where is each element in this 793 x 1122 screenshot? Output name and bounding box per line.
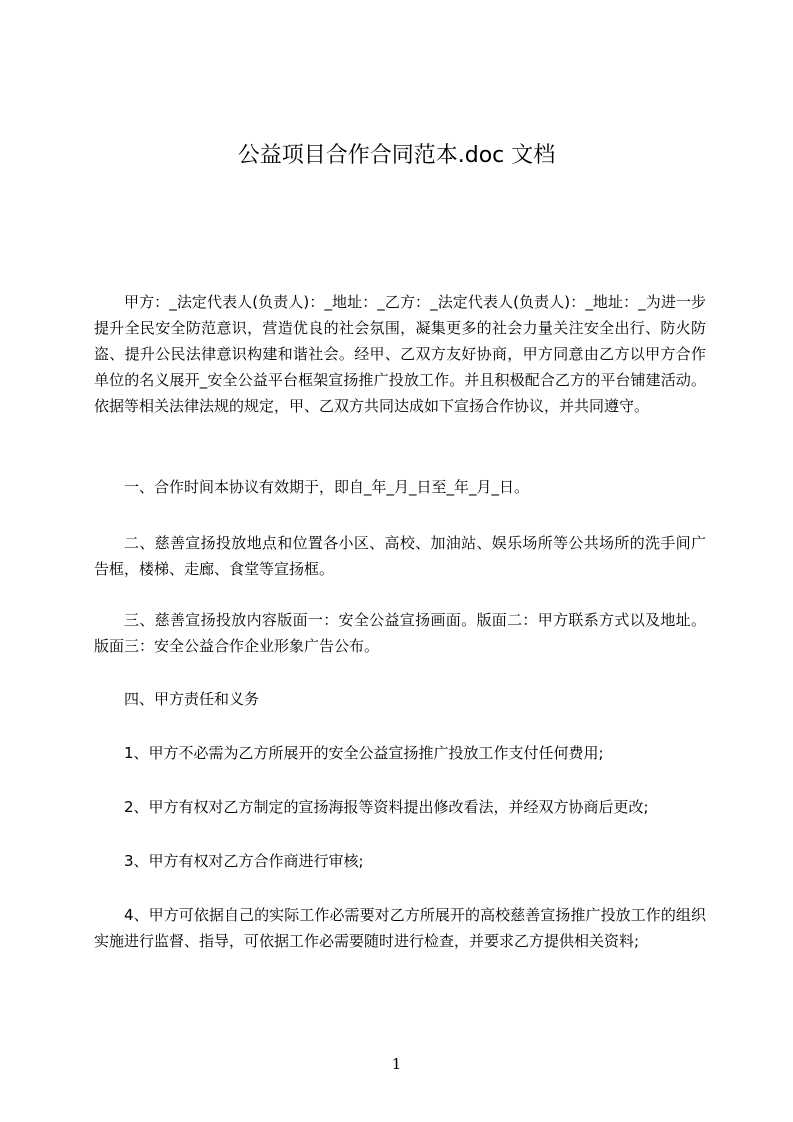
document-title: 公益项目合作合同范本.doc 文档 <box>237 143 556 168</box>
section-3-placement-content: 三、慈善宣扬投放内容版面一：安全公益宣扬画面。版面二：甲方联系方式以及地址。版面三：安全公益合作企业形象广告公布。 <box>94 611 706 655</box>
page-number: 1 <box>391 1055 402 1073</box>
intro-paragraph: 甲方：_法定代表人(负责人)：_地址：_乙方：_法定代表人(负责人)：_地址：_为进一步提升全民安全防范意识，营造优良的社会氛围，凝集更多的社会力量关注安全出行、防火防盗、提升公民法律意识构建和谐社会。经甲、乙双方友好协商，甲方同意由乙方以甲方合作单位的名义展开_安全公益平台框架宣扬推广投放工作。并且积极配合乙方的平台铺建活动。依据等相关法律法规的规定，甲、乙双方共同达成如下宣扬合作协议，并共同遵守。 <box>94 293 706 415</box>
section-1-cooperation-period: 一、合作时间本协议有效期于，即自_年_月_日至_年_月_日。 <box>124 478 530 496</box>
section-4-item-4: 4、甲方可依据自己的实际工作必需要对乙方所展开的高校慈善宣扬推广投放工作的组织实施进行监督、指导，可依据工作必需要随时进行检查，并要求乙方提供相关资料; <box>94 906 706 950</box>
section-4-item-2: 2、甲方有权对乙方制定的宣扬海报等资料提出修改看法，并经双方协商后更改; <box>124 798 649 816</box>
section-2-placement-locations: 二、慈善宣扬投放地点和位置各小区、高校、加油站、娱乐场所等公共场所的洗手间广告框，楼梯、走廊、食堂等宣扬框。 <box>94 534 706 578</box>
section-4-item-1: 1、甲方不必需为乙方所展开的安全公益宣扬推广投放工作支付任何费用; <box>124 744 604 762</box>
section-4-heading: 四、甲方责任和义务 <box>124 690 260 708</box>
section-4-item-3: 3、甲方有权对乙方合作商进行审核; <box>124 852 364 870</box>
